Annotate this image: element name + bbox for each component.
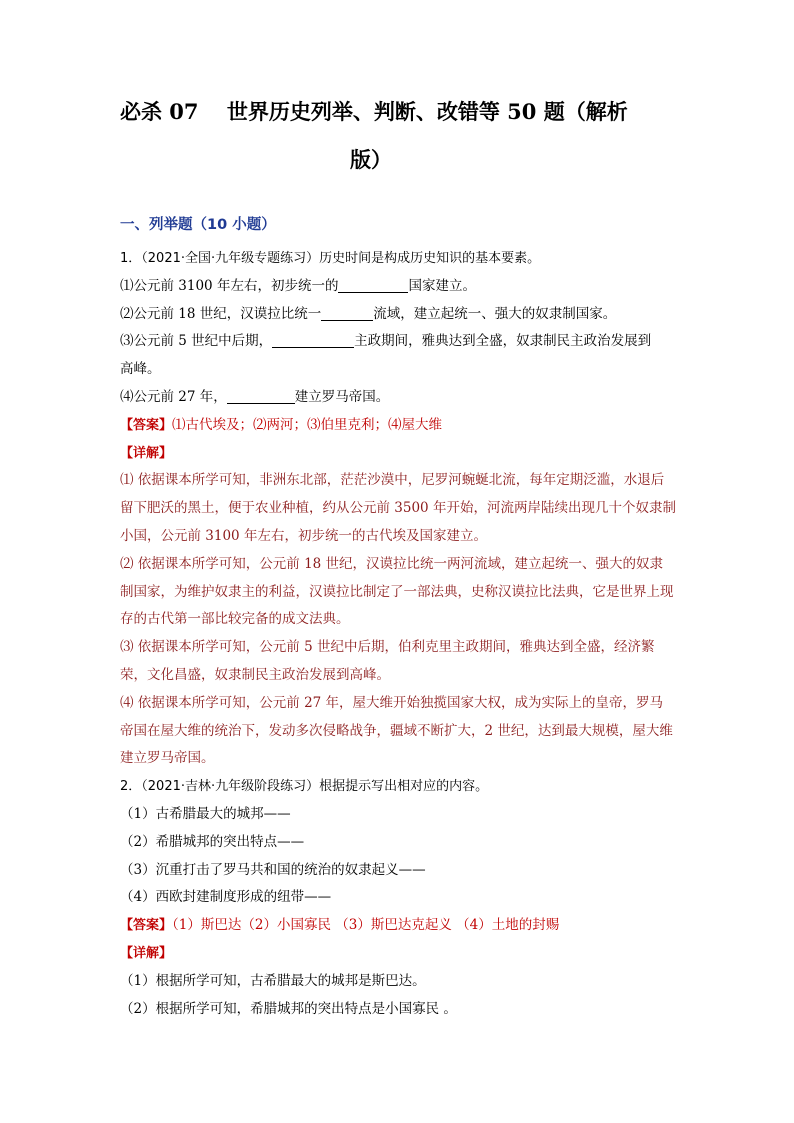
question-1-answer [120, 412, 676, 440]
question-1-detail-2: ⑵ 依据课本所学可知，公元前 18 世纪，汉谟拉比统一两河流域，建立起统一、强大的奴隶制国家，为维护奴隶主的利益，汉谟拉比制定了一部法典，史称汉谟拉比法典，它是世界上现存的古代第一部比较完备的成文法典。 [120, 555, 674, 628]
question-2-detail-1: （1）根据所学可知，古希腊最大的城邦是斯巴达。 [120, 972, 426, 989]
answer-blank [227, 389, 295, 404]
q1-p1-text-a: ⑴公元前 3100 年左右，初步统一的 [120, 277, 339, 294]
section-heading: 一、列举题（10 小题） [120, 217, 276, 233]
question-1-detail-1: ⑴ 依据课本所学可知，非洲东北部，茫茫沙漠中，尼罗河蜿蜒北流，每年定期泛滥，水退后留下肥沃的黑土，便于农业种植，约从公元前 3500 年开始，河流两岸陆续出现几十个奴隶制小国，公元前 3100 年左右，初步统一的古代埃及国家建立。 [120, 472, 676, 544]
question-1-part-4 [120, 384, 676, 412]
title-line-1: 必杀 07 世界历史列举、判断、改错等 50 题（解析 [120, 99, 628, 124]
title-line-2: 版） [350, 147, 392, 172]
answer-blank [338, 278, 408, 293]
answer-text: ⑴古代埃及；⑵两河；⑶伯里克利；⑷屋大维 [172, 416, 443, 433]
page-title [120, 88, 690, 184]
question-2-answer [120, 912, 676, 940]
content-body [120, 245, 676, 1023]
question-1-stem: 1．（2021·全国·九年级专题练习）历史时间是构成历史知识的基本要素。 [120, 251, 541, 266]
answer-label: 【答案】 [120, 918, 173, 934]
q1-p1-text-b: 国家建立。 [408, 277, 476, 294]
question-2-detail-label [120, 940, 676, 968]
question-2-detail-2: （2）根据所学可知，希腊城邦的突出特点是小国寡民 。 [120, 1000, 457, 1017]
question-1-part-1 [120, 273, 676, 301]
question-2-item: （1）古希腊最大的城邦—— [120, 805, 291, 822]
q1-p3-text-b: 主政期间，雅典达到全盛，奴隶制民主政治发展到 [354, 333, 652, 350]
answer-blank [321, 306, 373, 321]
detail-label: 【详解】 [120, 945, 173, 961]
answer-blank [272, 334, 354, 349]
question-2-item: （4）西欧封建制度形成的纽带—— [120, 889, 332, 906]
q1-p2-text-b: 流域，建立起统一、强大的奴隶制国家。 [373, 305, 617, 322]
question-1-part-3-cont: 高峰。 [120, 361, 161, 378]
q1-p2-text-a: ⑵公元前 18 世纪，汉谟拉比统一 [120, 305, 322, 322]
question-1-part-2 [120, 301, 676, 329]
question-1-part-3 [120, 328, 676, 356]
question-1-detail-4: ⑷ 依据课本所学可知，公元前 27 年，屋大维开始独揽国家大权，成为实际上的皇帝，罗马帝国在屋大维的统治下，发动多次侵略战争，疆域不断扩大，2 世纪，达到最大规模，屋大维建立罗马帝国。 [120, 694, 673, 767]
answer-text: （1）斯巴达（2）小国寡民 （3）斯巴达克起义 （4）土地的封赐 [172, 917, 560, 934]
question-1-detail-3: ⑶ 依据课本所学可知，公元前 5 世纪中后期，伯利克里主政期间，雅典达到全盛，经济繁荣，文化昌盛，奴隶制民主政治发展到高峰。 [120, 639, 655, 683]
detail-label: 【详解】 [120, 445, 173, 461]
question-2-item: （2）希腊城邦的突出特点—— [120, 833, 305, 850]
answer-label: 【答案】 [120, 417, 173, 433]
q1-p4-text-b: 建立罗马帝国。 [294, 388, 390, 405]
question-2-item: （3）沉重打击了罗马共和国的统治的奴隶起义—— [120, 861, 426, 878]
q1-p3-text-a: ⑶公元前 5 世纪中后期， [120, 333, 273, 350]
question-2-stem: 2．（2021·吉林·九年级阶段练习）根据提示写出相对应的内容。 [120, 779, 489, 795]
question-1-detail-label [120, 440, 676, 468]
q1-p4-text-a: ⑷公元前 27 年， [120, 388, 227, 405]
